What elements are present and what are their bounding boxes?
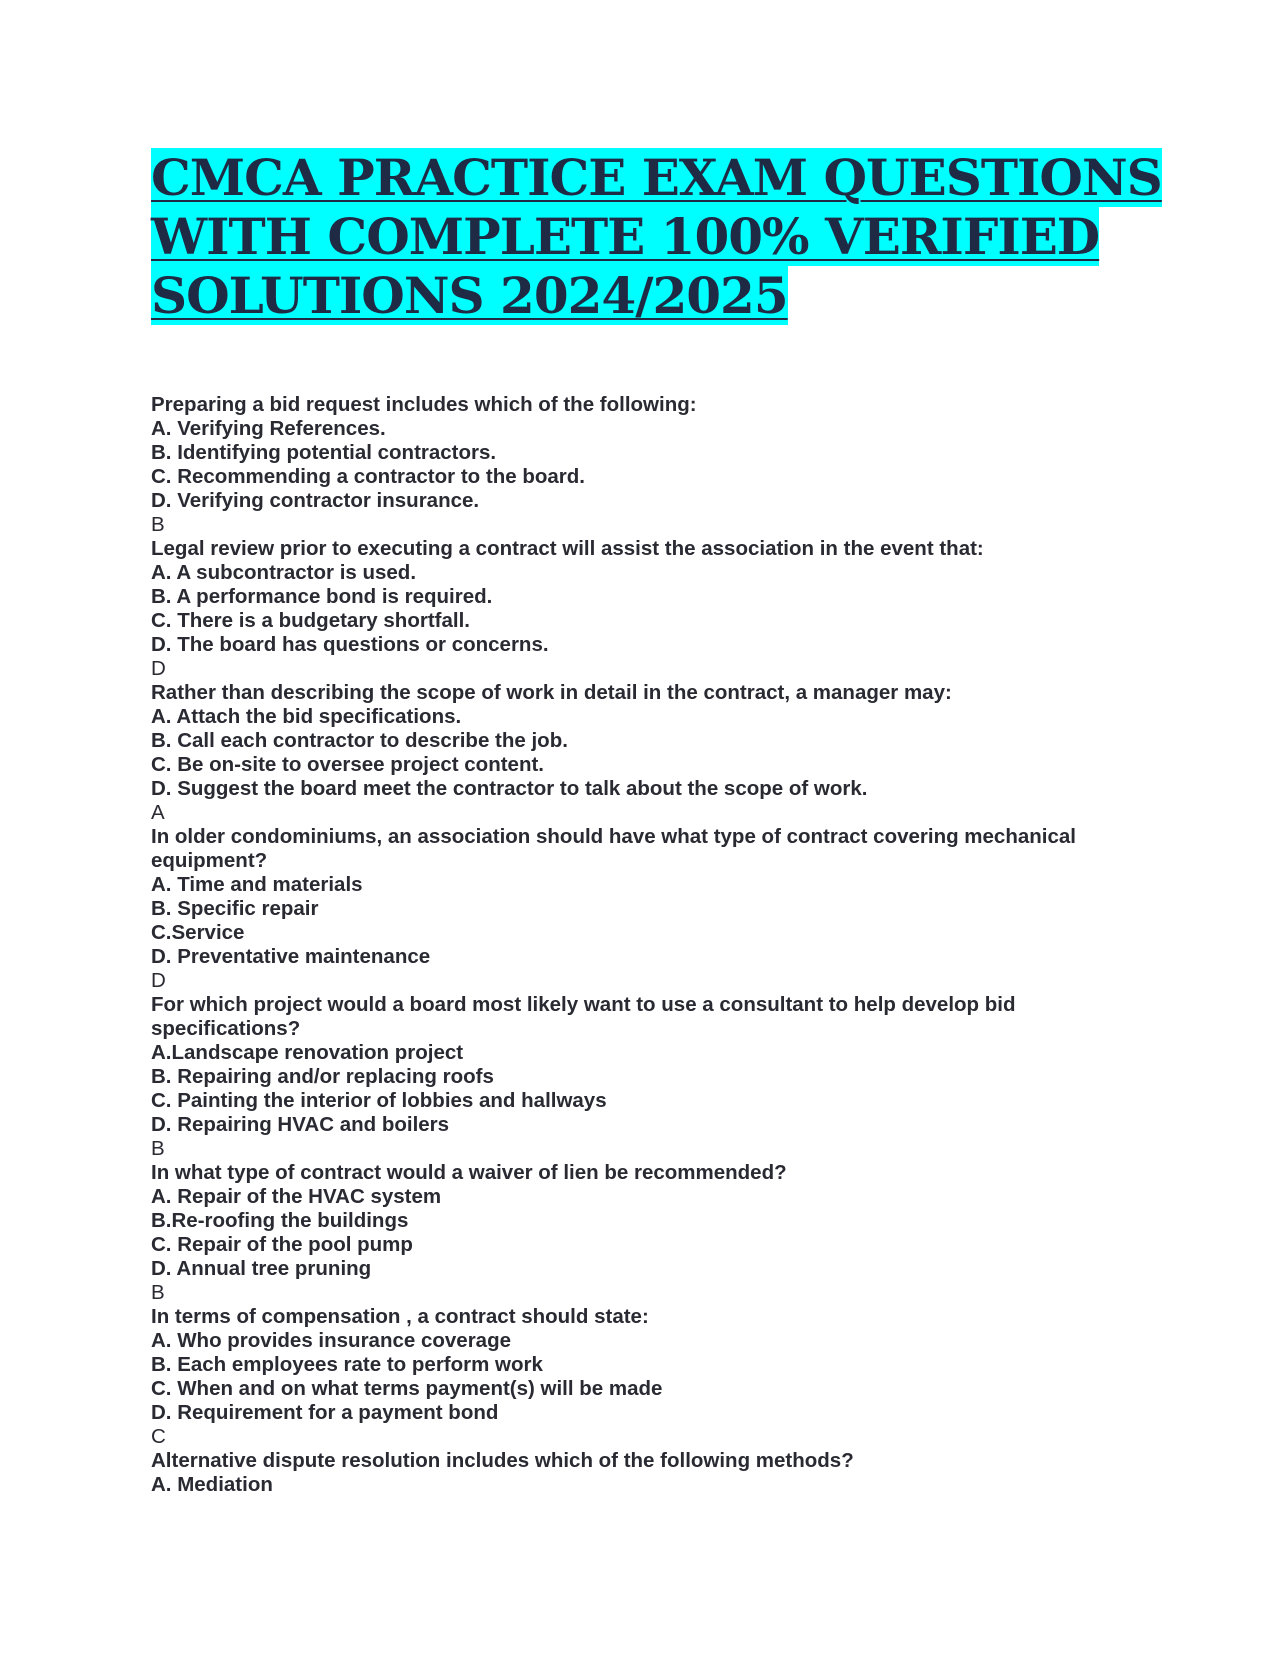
answer-option: C. Recommending a contractor to the board.: [151, 465, 585, 488]
answer-option: B. A performance bond is required.: [151, 585, 493, 608]
correct-answer: D: [151, 969, 166, 992]
question-text: Rather than describing the scope of work in detail in the contract, a manager may:: [151, 681, 952, 704]
document-page: [151, 148, 1162, 1497]
question-text: Alternative dispute resolution includes which of the following methods?: [151, 1449, 854, 1472]
answer-option: D. The board has questions or concerns.: [151, 633, 549, 656]
answer-option: A. Repair of the HVAC system: [151, 1185, 442, 1208]
title-line-text: WITH COMPLETE 100% VERIFIED: [151, 207, 1100, 266]
question-block: [151, 1449, 1131, 1497]
answer-option: B.Re-roofing the buildings: [151, 1209, 409, 1232]
question-text: In older condominiums, an association should have what type of contract covering mechanical equipment?: [151, 825, 1076, 872]
answer-option: D. Verifying contractor insurance.: [151, 489, 480, 512]
question-text: In terms of compensation , a contract should state:: [151, 1305, 649, 1328]
question-text: Preparing a bid request includes which of the following:: [151, 393, 697, 416]
title-line-text: CMCA PRACTICE EXAM QUESTIONS: [151, 148, 1162, 207]
answer-option: B. Repairing and/or replacing roofs: [151, 1065, 494, 1088]
answer-option: A.Landscape renovation project: [151, 1041, 464, 1064]
answer-option: C. There is a budgetary shortfall.: [151, 609, 470, 632]
answer-option: C. Be on-site to oversee project content.: [151, 753, 544, 776]
question-block: [151, 537, 1131, 681]
correct-answer: B: [151, 1137, 165, 1160]
question-block: [151, 1161, 1131, 1305]
question-block: [151, 681, 1131, 825]
correct-answer: B: [151, 513, 165, 536]
question-block: [151, 393, 1131, 537]
answer-option: D. Annual tree pruning: [151, 1257, 372, 1280]
answer-option: D. Requirement for a payment bond: [151, 1401, 499, 1424]
correct-answer: A: [151, 801, 165, 824]
title-line: [151, 207, 1099, 266]
answer-option: A. Who provides insurance coverage: [151, 1329, 511, 1352]
answer-option: A. Mediation: [151, 1473, 273, 1496]
correct-answer: D: [151, 657, 166, 680]
answer-option: C. Repair of the pool pump: [151, 1233, 413, 1256]
question-text: Legal review prior to executing a contract will assist the association in the event that:: [151, 537, 984, 560]
answer-option: B. Call each contractor to describe the job.: [151, 729, 568, 752]
answer-option: B. Identifying potential contractors.: [151, 441, 497, 464]
answer-option: C.Service: [151, 921, 245, 944]
question-block: [151, 1305, 1131, 1449]
answer-option: A. Time and materials: [151, 873, 363, 896]
answer-option: A. A subcontractor is used.: [151, 561, 417, 584]
answer-option: D. Preventative maintenance: [151, 945, 431, 968]
title-line-text: SOLUTIONS 2024/2025: [151, 266, 788, 325]
question-text: In what type of contract would a waiver of lien be recommended?: [151, 1161, 787, 1184]
question-block: [151, 825, 1131, 993]
answer-option: D. Repairing HVAC and boilers: [151, 1113, 450, 1136]
correct-answer: C: [151, 1425, 166, 1448]
answer-option: A. Verifying References.: [151, 417, 386, 440]
question-list: [151, 393, 1131, 1497]
title-line: [151, 148, 1162, 207]
title-line: [151, 266, 788, 325]
question-block: [151, 993, 1131, 1161]
document-title: [151, 148, 1162, 325]
answer-option: C. When and on what terms payment(s) will be made: [151, 1377, 663, 1400]
answer-option: D. Suggest the board meet the contractor to talk about the scope of work.: [151, 777, 868, 800]
answer-option: A. Attach the bid specifications.: [151, 705, 462, 728]
question-text: For which project would a board most likely want to use a consultant to help develop bid specifications?: [151, 993, 1016, 1040]
correct-answer: B: [151, 1281, 165, 1304]
answer-option: B. Each employees rate to perform work: [151, 1353, 543, 1376]
answer-option: C. Painting the interior of lobbies and hallways: [151, 1089, 607, 1112]
answer-option: B. Specific repair: [151, 897, 319, 920]
